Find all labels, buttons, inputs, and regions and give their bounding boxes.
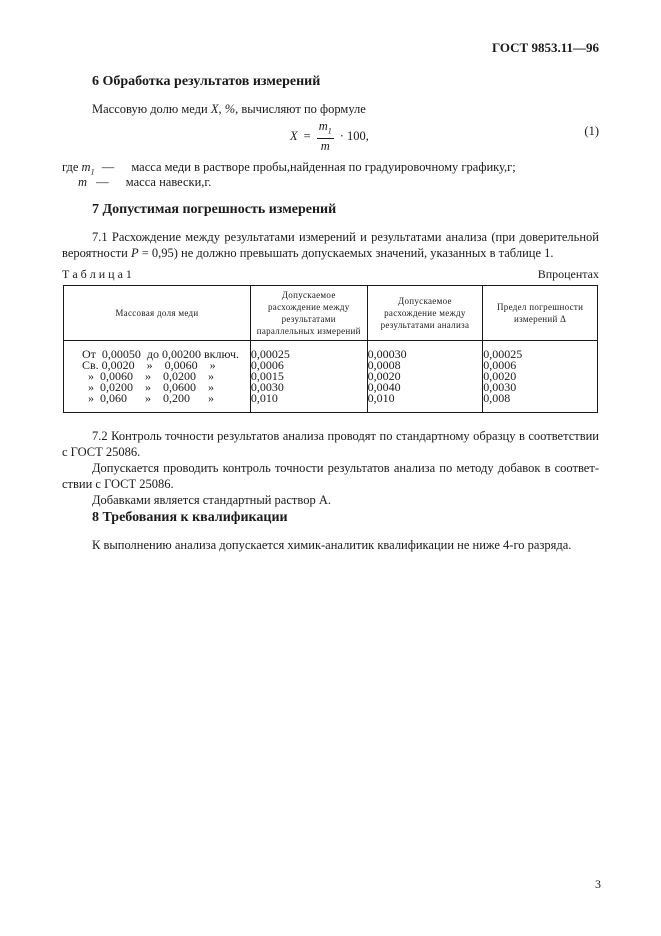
- where-dash-2: —: [96, 175, 109, 189]
- table-cell: 0,0030: [250, 380, 284, 394]
- where-var-2: m: [78, 175, 88, 189]
- table-cell: 0,0040: [367, 380, 401, 394]
- para-7-4: Добавками является стандартный раствор А.: [92, 493, 331, 507]
- table-cell: 0,010: [367, 391, 395, 405]
- table-cell: 0,0006: [250, 358, 284, 372]
- table-cell: 0,0020: [483, 369, 517, 383]
- formula-tail: · 100,: [339, 128, 369, 143]
- table-cell: 0,00030: [367, 347, 407, 361]
- page-number: 3: [595, 877, 601, 891]
- section-6-intro: [92, 101, 366, 117]
- table-col-mass-fraction: [64, 341, 251, 413]
- para-8-1: К выполнению анализа допускается химик-аналитик квалификации не ниже 4-го разряда.: [92, 538, 572, 552]
- where-dash-1: —: [101, 160, 115, 174]
- formula-fraction: [317, 119, 334, 154]
- table-cell: 0,008: [483, 391, 511, 405]
- formula-equals: =: [303, 128, 311, 143]
- formula-lhs: X: [290, 128, 298, 143]
- where-line-2: [78, 174, 211, 190]
- table-header-parallel-discrepancy: Допускаемое расхождение между результатами параллельных измерений: [250, 286, 367, 341]
- formula-denominator: m: [320, 139, 330, 154]
- table-cell: 0,010: [250, 391, 278, 405]
- table-cell: 0,0006: [483, 358, 517, 372]
- where-desc-2: масса навески,г.: [125, 175, 212, 189]
- intro-suffix: , вычисляют по формуле: [235, 102, 366, 116]
- table-col-analysis-discrepancy: [367, 341, 483, 413]
- where-desc-1: масса меди в растворе пробы,найденная по градуировочному графику,г;: [131, 160, 516, 174]
- table-caption: Т а б л и ц а 1: [62, 267, 132, 281]
- para-7-3-line-1: Допускается проводить контроль точности результатов анализа по методу добавок в соответ-: [92, 461, 599, 475]
- table-cell: 0,0008: [367, 358, 401, 372]
- para-7-3-line-2: ствии с ГОСТ 25086.: [62, 477, 174, 491]
- table-cell: Св. 0,0020 » 0,0060 »: [82, 358, 216, 372]
- table-cell: 0,0015: [250, 369, 284, 383]
- tolerance-table: [63, 285, 598, 413]
- where-prefix: где: [62, 160, 79, 174]
- table-cell: От 0,00050 до 0,00200 включ.: [82, 347, 240, 361]
- table-cell: 0,00025: [483, 347, 523, 361]
- table-cell: 0,0020: [367, 369, 401, 383]
- table-header-analysis-discrepancy: Допускаемое расхождение между результатами анализа: [367, 286, 483, 341]
- probability-var: P: [130, 246, 139, 260]
- intro-variable: X, %: [210, 102, 236, 116]
- table-cell: » 0,0060 » 0,0200 »: [82, 369, 214, 383]
- table-cell: » 0,060 » 0,200 »: [82, 391, 214, 405]
- formula-number: (1): [584, 124, 599, 138]
- table-cell: 0,00025: [250, 347, 290, 361]
- para-7-1-line-1: 7.1 Расхождение между результатами измерений и результатами анализа (при доверительной: [92, 230, 599, 244]
- section-8-heading: 8 Требования к квалификации: [92, 510, 288, 525]
- table-header-error-limit: Предел погрешности измерений Δ: [483, 286, 598, 341]
- table-header-mass-fraction: Массовая доля меди: [64, 286, 251, 341]
- formula-numerator: $m_1$: [317, 119, 334, 140]
- where-var-1: $m_1$: [81, 160, 95, 177]
- table-cell: 0,0030: [483, 380, 517, 394]
- para-7-1-line-2: вероятности P = 0,95) не должно превышать допускаемых значений, указанных в таблице 1.: [62, 246, 554, 260]
- formula: [290, 120, 369, 152]
- document-id: ГОСТ 9853.11—96: [491, 40, 599, 55]
- para-7-2-line-2: с ГОСТ 25086.: [62, 445, 141, 459]
- table-col-error-limit: [483, 341, 598, 413]
- table-units: Впроцентах: [537, 267, 599, 281]
- table-cell: » 0,0200 » 0,0600 »: [82, 380, 214, 394]
- table-col-parallel-discrepancy: [250, 341, 367, 413]
- para-7-2-line-1: 7.2 Контроль точности результатов анализа проводят по стандартному образцу в соответствии: [92, 429, 599, 443]
- section-7-heading: 7 Допустимая погрешность измерений: [92, 202, 337, 217]
- section-6-heading: 6 Обработка результатов измерений: [92, 74, 321, 89]
- intro-prefix: Массовую долю меди: [92, 102, 208, 116]
